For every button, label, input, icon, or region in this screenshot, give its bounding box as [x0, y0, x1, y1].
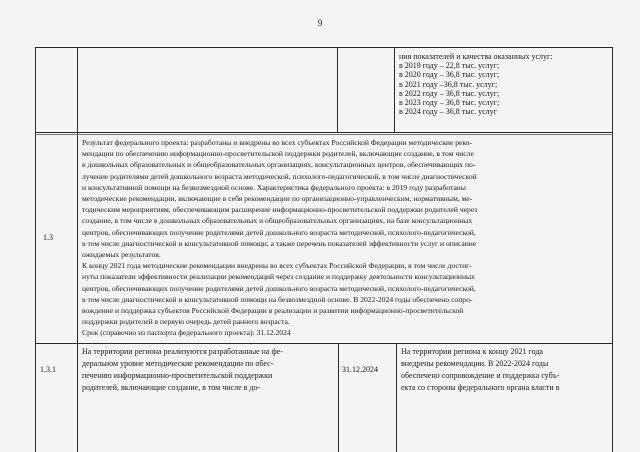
- result-line: На территории региона к концу 2021 года: [401, 347, 543, 356]
- description-line: нуты показатели эффективности реализации рекомендаций через создание и поддержку деятельности консультационных: [82, 272, 475, 282]
- description-line: и консультативной помощи на безвозмездной основе. Характеристика федерального проекта: в 2019 году разработаны: [82, 182, 466, 192]
- table-row-divider-2: [35, 343, 613, 344]
- description-line: создание, в том числе в дошкольных образовательных и общеобразовательных организациях, на базе консультационных: [82, 216, 473, 226]
- description-line: лучение родителями детей дошкольного возраста методической, психолого-педагогической, в том числе диагностической: [82, 171, 477, 181]
- table-row-divider-1: [35, 132, 613, 133]
- table-border-top: [35, 47, 613, 48]
- services-line: ния показателей и качества оказанных услуг:: [399, 52, 553, 61]
- row-number-1-3-1: 1.3.1: [40, 365, 56, 374]
- description-line: в том числе диагностической и консультативной помощи на безвозмездной основе. В 2022-2024 годы обеспечено сопро-: [82, 294, 473, 304]
- row-1-3-1-activity: [82, 346, 335, 394]
- activity-line: деральном уровне методические рекомендации по обес-: [82, 359, 274, 368]
- services-line: в 2020 году – 36,8 тыс. услуг;: [399, 70, 500, 80]
- description-line: К концу 2021 года методические рекомендации внедрены во всех субъектах Российской Федерации, в том числе достиг-: [82, 261, 472, 271]
- result-line: обеспечено сопровождение и поддержка субъ-: [401, 371, 560, 380]
- table-border-left: [35, 47, 36, 452]
- table-col-divider-date-right: [396, 343, 397, 452]
- description-line: ожидаемых результатов.: [82, 250, 161, 260]
- activity-line: На территории региона реализуются разработанные на фе-: [82, 347, 283, 356]
- row-1-3-description: [82, 137, 610, 339]
- description-line: вождение и поддержка субъектов Российской Федерации в реализации и развитии информационно-просветительской: [82, 306, 464, 316]
- description-line: центров, обеспечивающих получение родителями детей дошкольного возраста методической, психолого-педагогической,: [82, 283, 476, 293]
- top-row-services-list: [399, 52, 611, 116]
- table-col-divider-top-1: [337, 47, 338, 132]
- table-row-divider-1b: [35, 134, 613, 135]
- services-line: в 2023 году – 36,8 тыс. услуг;: [399, 98, 500, 108]
- activity-line: печению информационно-просветительской поддержки: [82, 371, 273, 380]
- description-line: в дошкольных образовательных и общеобразовательных организациях, консультационных центров, обеспечивающих по-: [82, 160, 476, 170]
- row-number-1-3: 1.3: [43, 233, 53, 242]
- activity-line: родителей, включающие создание, в том числе в до-: [82, 383, 261, 392]
- row-1-3-1-result: [401, 346, 611, 394]
- result-line: внедрены рекомендации. В 2022-2024 годы: [401, 359, 549, 368]
- description-line: в том числе диагностической и консультативной помощи, а также перечень показателей эффективности услуг и описание: [82, 238, 477, 248]
- table-col-divider-number: [77, 47, 78, 452]
- services-line: в 2022 году – 36,8 тыс. услуг;: [399, 88, 500, 98]
- page-number: 9: [317, 18, 323, 28]
- table-col-divider-date-left: [338, 343, 339, 452]
- result-line: екта со стороны федерального органа власти в: [401, 383, 560, 392]
- table-border-right: [612, 47, 613, 452]
- description-line: Результат федерального проекта: разработаны и внедрены во всех субъектах Российской Федерации методические реко-: [82, 138, 473, 147]
- services-line: в 2024 году – 36,8 тыс. услуг: [399, 107, 497, 117]
- services-line: в 2021 году –36,8 тыс. услуг;: [399, 79, 498, 89]
- description-line: центров, обеспечивающих получение родителями детей дошкольного возраста методической, психолого-педагогической,: [82, 227, 476, 237]
- table-col-divider-top-2: [394, 47, 395, 132]
- description-line: методические рекомендации, включающие в себя рекомендации по организационно-управленческим, нормативным, ме-: [82, 194, 473, 204]
- description-line: Срок (справочно из паспорта федерального проекта): 31.12.2024: [82, 328, 291, 338]
- services-line: в 2019 году – 22,8 тыс. услуг;: [399, 61, 500, 71]
- description-line: поддержки родителей в первую очередь детей раннего возраста.: [82, 317, 290, 327]
- description-line: мендации по обеспечению информационно-просветительской поддержки родителей, включающие создание, в том числе: [82, 149, 474, 159]
- description-line: тодическим мероприятиям, обеспечивающим расширение информационно-просветительской поддержки родителей через: [82, 205, 478, 215]
- row-1-3-1-deadline: 31.12.2024: [342, 365, 378, 374]
